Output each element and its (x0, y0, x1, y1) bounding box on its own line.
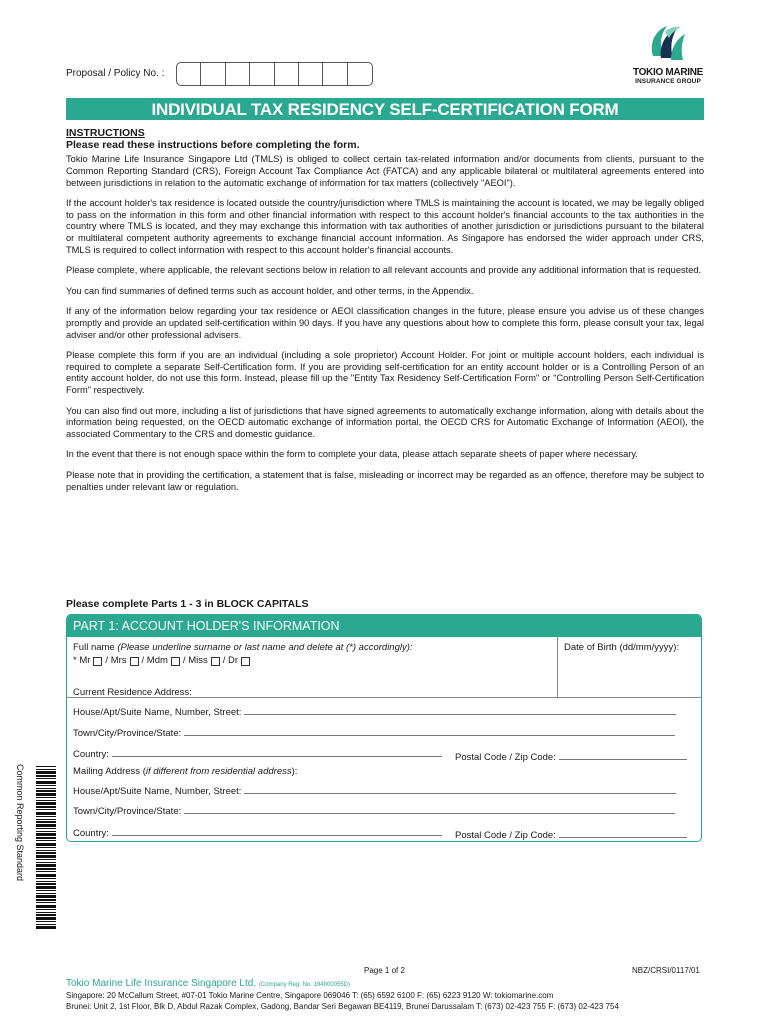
policy-digit-box[interactable] (226, 63, 250, 85)
part1-section (66, 614, 702, 842)
postal-label: Postal Code / Zip Code: (455, 830, 556, 841)
instructions-section (66, 127, 704, 502)
country-input-line[interactable] (112, 834, 442, 836)
instruction-paragraph: In the event that there is not enough space within the form to complete your data, please attach separate sheets of paper where necessary. (66, 449, 638, 460)
town-input-line[interactable] (184, 734, 675, 736)
part1-heading: PART 1: ACCOUNT HOLDER'S INFORMATION (67, 615, 701, 637)
title-miss-label: / Miss (182, 655, 208, 666)
title-dr-checkbox[interactable] (241, 657, 250, 666)
instruction-paragraph: Please complete, where applicable, the relevant sections below in relation to all relevant accounts and provide any additional information that is requested. (66, 265, 702, 276)
instruction-paragraph: If the account holder's tax residence is located outside the country/jurisdiction where TMLS is maintaining the account is located, we may be legally obliged to pass on the information in this form and other financial information with respect to this account holder's financial accounts to the tax authorities in the country where TMLS is located, and they may exchange this information with tax authorities of another jurisdiction or jurisdictions pursuant to the bilateral or multilateral competent authority agreements to exchange financial account information. As Singapore has endorsed the wider approach under CRS, TMLS is required to collect information with respect to this account holder's financial accounts. (66, 197, 704, 256)
instruction-paragraph: Please note that in providing the certification, a statement that is false, misleading or incorrect may be regarded as an offence, therefore may be subject to penalties under relevant law or regulation. (66, 469, 704, 492)
singapore-address: Singapore: 20 McCallum Street, #07-01 Tokio Marine Centre, Singapore 069046 T: (65) 6592 6100 F: (65) 6223 9120 W: tokiomarine.com (66, 991, 554, 1000)
proposal-policy-label: Proposal / Policy No. : (66, 68, 165, 79)
footer-company (66, 978, 350, 989)
block-capitals-note: Please complete Parts 1 - 3 in BLOCK CAPITALS (66, 598, 309, 610)
policy-digit-box[interactable] (275, 63, 299, 85)
street-input-line[interactable] (244, 713, 676, 715)
brunei-address: Brunei: Unit 2, 1st Floor, Blk D, Abdul Razak Complex, Gadong, Bandar Seri Begawan BE4119, Brunei Darussalam T: (673) 02-423 755 F: (673) 02-423 754 (66, 1002, 619, 1011)
fullname-field[interactable] (73, 642, 413, 667)
policy-digit-box[interactable] (250, 63, 274, 85)
town-input-line[interactable] (184, 812, 675, 814)
town-label: Town/City/Province/State: (73, 728, 182, 739)
mailing-postal-field[interactable] (455, 830, 687, 841)
mailing-heading-hint: if different from residential address (145, 766, 292, 777)
policy-digit-box[interactable] (348, 63, 372, 85)
instruction-paragraph: Please complete this form if you are an individual (including a sole proprietor) Account Holder. For joint or multiple account holders, each individual is required to complete a separate Self-Certification form. If you are providing self-certification for an entity account holder or is a Controlling Person of an entity account holder, do not use this form. Instead, please fill up the "Entity Tax Residency Self-Certification Form" or "Controlling Person Self-Certification Form" respectively. (66, 349, 704, 396)
country-label: Country: (73, 828, 109, 839)
street-input-line[interactable] (244, 792, 676, 794)
residence-town-field[interactable] (73, 728, 675, 739)
side-label: Common Reporting Standard (15, 764, 25, 882)
instruction-paragraph: You can also find out more, including a list of jurisdictions that have signed agreements to automatically exchange information, along with details about the information being requested, on the OECD automatic exchange of information portal, the OECD CRS for Automatic Exchange of Information (AEOI), the associated Commentary to the CRS and domestic guidance. (66, 405, 704, 440)
company-name: Tokio Marine Life Insurance Singapore Ltd. (66, 978, 257, 989)
barcode-icon (36, 766, 56, 930)
title-mr-checkbox[interactable] (93, 657, 102, 666)
title-mrs-checkbox[interactable] (130, 657, 139, 666)
mailing-heading-text: Mailing Address ( (73, 766, 146, 777)
country-label: Country: (73, 749, 109, 760)
policy-digit-box[interactable] (323, 63, 347, 85)
tokio-marine-logo (628, 22, 708, 85)
title-mr-label: * Mr (73, 655, 91, 666)
page-number: Page 1 of 2 (364, 966, 405, 975)
instruction-paragraph: You can find summaries of defined terms such as account holder, and other terms, in the Appendix. (66, 285, 474, 296)
mailing-address-heading (73, 766, 297, 777)
policy-number-field[interactable] (176, 62, 373, 86)
policy-digit-box[interactable] (299, 63, 323, 85)
residence-address-heading: Current Residence Address: (73, 687, 192, 698)
policy-digit-box[interactable] (177, 63, 201, 85)
title-mdm-checkbox[interactable] (171, 657, 180, 666)
company-reg: (Company Reg. No. 194800055D) (258, 982, 350, 988)
title-dr-label: / Dr (222, 655, 239, 666)
instruction-paragraph: Tokio Marine Life Insurance Singapore Ltd (TMLS) is obliged to collect certain tax-related information and/or documents from clients, pursuant to the Common Reporting Standard (CRS), Foreign Account Tax Compliance Act (FATCA) and any applicable bilateral or multilateral agreements entered into between jurisdictions in relation to the automatic exchange of information for tax matters (collectively "AEOI"). (66, 154, 704, 188)
residence-street-field[interactable] (73, 707, 676, 718)
postal-input-line[interactable] (559, 758, 687, 760)
postal-input-line[interactable] (559, 836, 687, 838)
instructions-heading: INSTRUCTIONS (66, 127, 145, 139)
instruction-paragraph: If any of the information below regarding your tax residence or AEOI classification changes in the future, please ensure you advise us of these changes promptly and provide an updated self-certification within 90 days. If you have any questions about how to complete this form, please consult your tax, legal adviser and/or other professional advisers. (66, 305, 704, 340)
document-code: NBZ/CRSI/0117/01 (632, 966, 700, 975)
mailing-country-field[interactable] (73, 828, 442, 839)
street-label: House/Apt/Suite Name, Number, Street: (73, 707, 242, 718)
postal-label: Postal Code / Zip Code: (455, 752, 556, 763)
country-input-line[interactable] (112, 755, 442, 757)
fullname-hint: (Please underline surname or last name and delete at (*) accordingly): (117, 642, 413, 653)
mailing-heading-end: ): (291, 766, 298, 777)
fullname-label: Full name (73, 642, 115, 653)
dob-label: Date of Birth (dd/mm/yyyy): (564, 642, 680, 653)
title-miss-checkbox[interactable] (211, 657, 220, 666)
dob-field[interactable] (557, 637, 702, 697)
residence-postal-field[interactable] (455, 752, 687, 763)
tokio-marine-logo-icon (645, 22, 691, 66)
street-label: House/Apt/Suite Name, Number, Street: (73, 786, 242, 797)
mailing-town-field[interactable] (73, 806, 675, 817)
logo-subtitle: INSURANCE GROUP (635, 78, 701, 85)
title-mdm-label: / Mdm (141, 655, 168, 666)
title-mrs-label: / Mrs (105, 655, 127, 666)
title-options (73, 655, 413, 667)
logo-name: TOKIO MARINE (632, 67, 704, 78)
mailing-street-field[interactable] (73, 786, 676, 797)
town-label: Town/City/Province/State: (73, 806, 182, 817)
residence-country-field[interactable] (73, 749, 442, 760)
instructions-subheading: Please read these instructions before completing the form. (66, 139, 360, 151)
form-title: INDIVIDUAL TAX RESIDENCY SELF-CERTIFICATION FORM (66, 98, 704, 120)
policy-digit-box[interactable] (201, 63, 225, 85)
